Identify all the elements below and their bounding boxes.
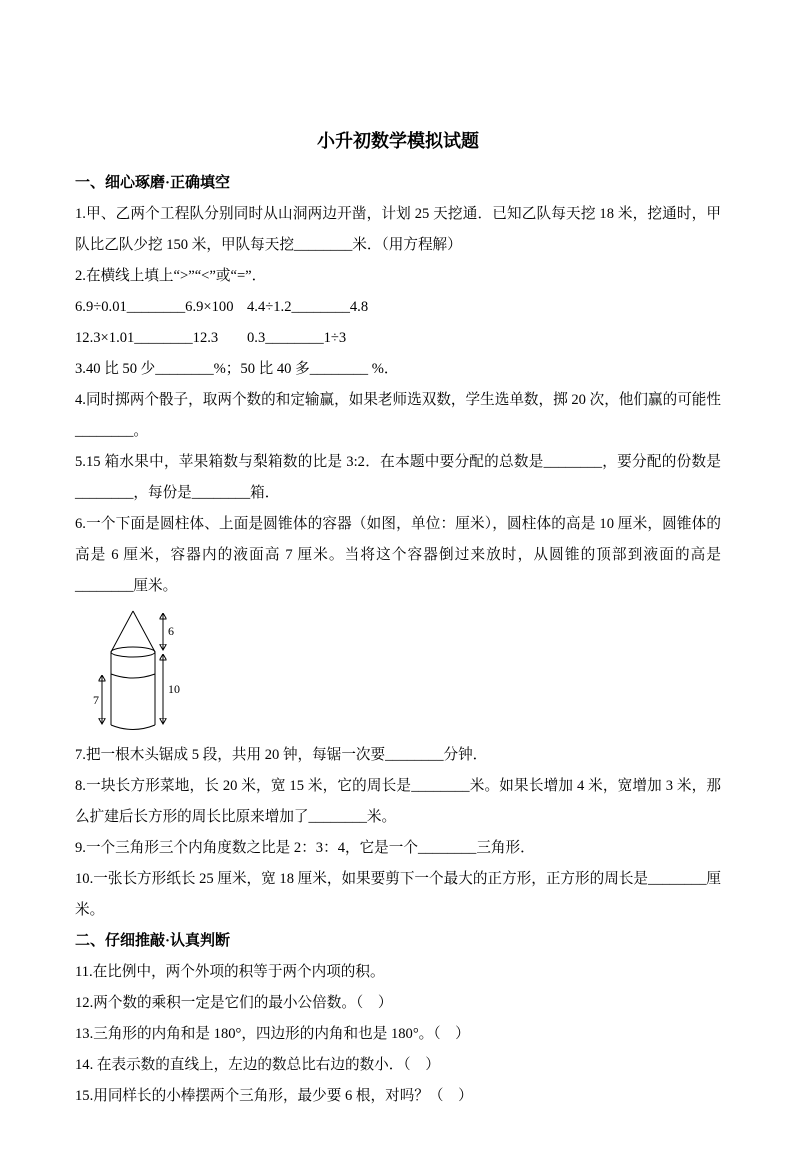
question-11: 11.在比例中，两个外项的积等于两个内项的积。 [75, 964, 385, 980]
container-figure [93, 606, 721, 738]
question-14: 14. 在表示数的直线上，左边的数总比右边的数小．（ ） [75, 1057, 440, 1073]
question-13: 13.三角形的内角和是 180°，四边形的内角和也是 180°。（ ） [75, 1026, 470, 1042]
equation-2b: 0.3________1÷3 [247, 330, 347, 346]
section-1-heading: 一、细心琢磨·正确填空 [75, 175, 231, 191]
question-6: 6.一个下面是圆柱体、上面是圆锥体的容器（如图，单位：厘米），圆柱体的高是 10 厘米，圆锥体的高是 6 厘米，容器内的液面高 7 厘米。当将这个容器倒过来放时，从圆锥的顶部到液面的高是________厘米。 [75, 516, 721, 594]
section-2-heading: 二、仔细推敲·认真判断 [75, 933, 231, 949]
cone-cylinder-diagram [93, 606, 223, 736]
question-4: 4.同时掷两个骰子，取两个数的和定输赢，如果老师选双数，学生选单数，掷 20 次，他们赢的可能性________。 [75, 392, 721, 439]
question-3: 3.40 比 50 少________%；50 比 40 多________ %． [75, 361, 399, 377]
question-12: 12.两个数的乘积一定是它们的最小公倍数。（ ） [75, 995, 393, 1011]
cylinder-top-ellipse [111, 647, 155, 657]
cylinder-bottom-curve [111, 725, 155, 730]
equation-2a: 12.3×1.01________12.3 [75, 330, 219, 346]
question-9: 9.一个三角形三个内角度数之比是 2：3：4，它是一个________三角形． [75, 840, 535, 856]
equation-1a: 6.9÷0.01________6.9×100 [75, 299, 234, 315]
question-8: 8.一块长方形菜地，长 20 米，宽 15 米，它的周长是________米。如果长增加 4 米，宽增加 3 米，那么扩建后长方形的周长比原来增加了________米。 [75, 778, 721, 825]
question-10: 10.一张长方形纸长 25 厘米，宽 18 厘米，如果要剪下一个最大的正方形，正方形的周长是________厘米。 [75, 871, 721, 918]
question-5: 5.15 箱水果中，苹果箱数与梨箱数的比是 3:2．在本题中要分配的总数是________，要分配的份数是________，每份是________箱． [75, 454, 721, 501]
cone-height-label: 6 [168, 624, 174, 638]
question-2-row-1 [75, 292, 721, 323]
cylinder-height-label: 10 [168, 682, 180, 696]
page-title: 小升初数学模拟试题 [317, 131, 479, 151]
question-7: 7.把一根木头锯成 5 段，共用 20 钟，每锯一次要________分钟． [75, 747, 488, 763]
liquid-height-label: 7 [93, 693, 99, 707]
cone-shape [111, 611, 155, 652]
liquid-level-line [111, 674, 155, 678]
equation-1b: 4.4÷1.2________4.8 [247, 299, 369, 315]
question-2-intro: 2.在横线上填上“>”“<”或“=”． [75, 268, 267, 284]
question-1: 1.甲、乙两个工程队分别同时从山洞两边开凿，计划 25 天挖通．已知乙队每天挖 18 米，挖通时，甲队比乙队少挖 150 米，甲队每天挖________米．（用方程解） [75, 206, 721, 253]
question-15: 15.用同样长的小棒摆两个三角形，最少要 6 根，对吗？（ ） [75, 1088, 473, 1104]
question-2-row-2 [75, 323, 721, 354]
